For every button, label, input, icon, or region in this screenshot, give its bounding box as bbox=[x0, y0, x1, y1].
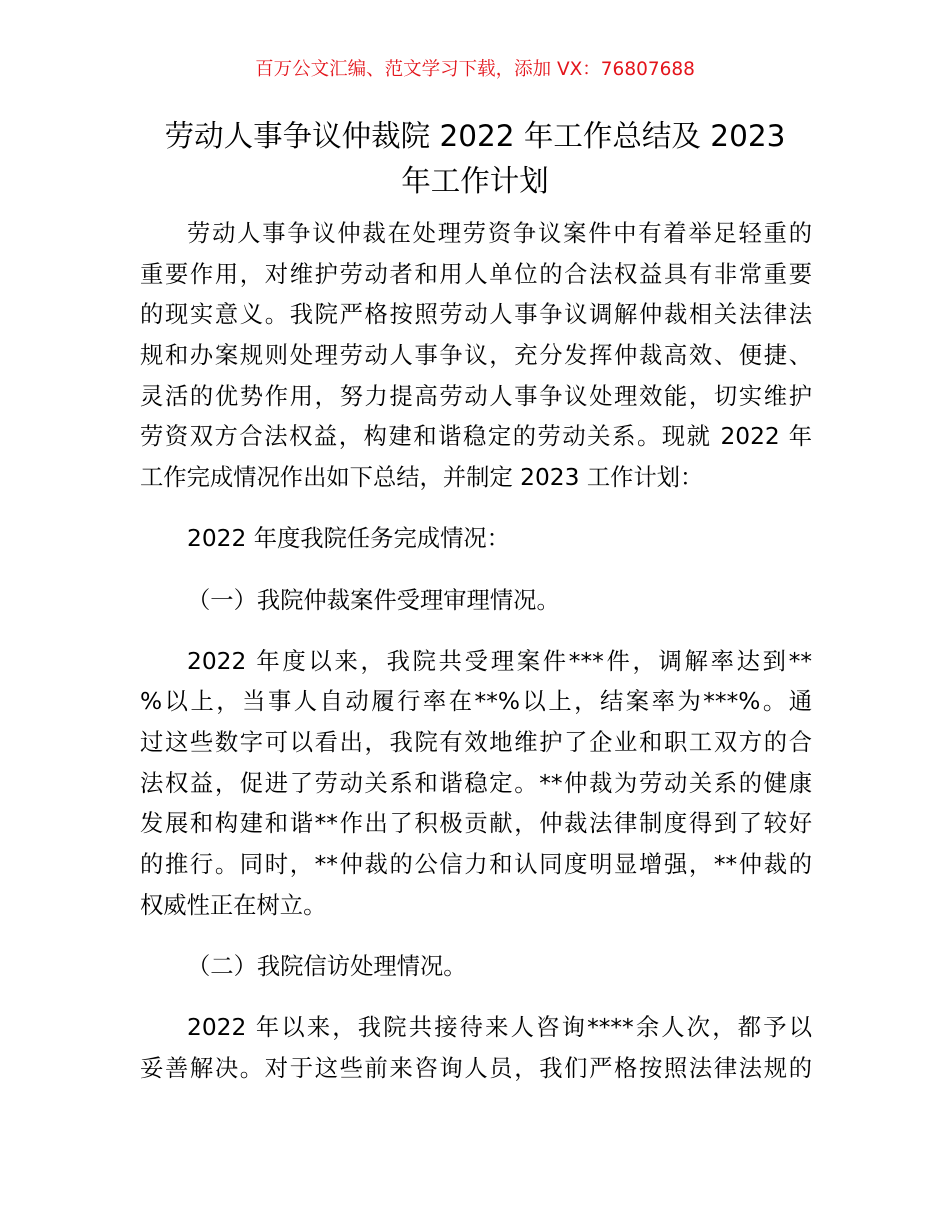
paragraph-line: 2022 年以来，我院共接待来人咨询****余人次，都予以 bbox=[187, 1014, 812, 1042]
subsection-heading: （一）我院仲裁案件受理审理情况。 bbox=[187, 586, 560, 614]
subsection-heading: （二）我院信访处理情况。 bbox=[187, 953, 467, 980]
section-heading: 2022 年度我院任务完成情况： bbox=[187, 525, 510, 553]
header-banner: 百万公文汇编、范文学习下载，添加 VX：76807688 bbox=[255, 59, 695, 80]
paragraph-line: 妥善解决。对于这些前来咨询人员，我们严格按照法律法规的 bbox=[140, 1054, 812, 1082]
title-line: 年工作计划 bbox=[401, 164, 549, 198]
paragraph-line: 的现实意义。我院严格按照劳动人事争议调解仲裁相关法律法 bbox=[140, 301, 812, 329]
paragraph-line: %以上，当事人自动履行率在**%以上，结案率为***%。通 bbox=[140, 688, 812, 716]
title-line: 劳动人事争议仲裁院 2022 年工作总结及 2023 bbox=[164, 119, 786, 153]
paragraph-line: 的推行。同时，**仲裁的公信力和认同度明显增强，**仲裁的 bbox=[140, 851, 812, 879]
document-title bbox=[140, 114, 810, 204]
document-body bbox=[140, 214, 812, 1090]
paragraph-line: 工作完成情况作出如下总结，并制定 2023 工作计划： bbox=[140, 464, 704, 492]
paragraph-line: 劳动人事争议仲裁在处理劳资争议案件中有着举足轻重的 bbox=[187, 220, 812, 247]
paragraph-line: 法权益，促进了劳动关系和谐稳定。**仲裁为劳动关系的健康 bbox=[140, 769, 812, 797]
paragraph-line: 发展和构建和谐**作出了积极贡献，仲裁法律制度得到了较好 bbox=[140, 810, 812, 838]
paragraph-line: 规和办案规则处理劳动人事争议，充分发挥仲裁高效、便捷、 bbox=[140, 342, 812, 370]
paragraph-line: 过这些数字可以看出，我院有效地维护了企业和职工双方的合 bbox=[140, 729, 812, 757]
paragraph-line: 重要作用，对维护劳动者和用人单位的合法权益具有非常重要 bbox=[140, 260, 812, 288]
paragraph-line: 劳资双方合法权益，构建和谐稳定的劳动关系。现就 2022 年 bbox=[140, 423, 812, 451]
paragraph-line: 2022 年度以来，我院共受理案件***件，调解率达到** bbox=[187, 647, 812, 675]
paragraph-line: 灵活的优势作用，努力提高劳动人事争议处理效能，切实维护 bbox=[140, 382, 812, 410]
paragraph-line: 权威性正在树立。 bbox=[140, 891, 327, 919]
